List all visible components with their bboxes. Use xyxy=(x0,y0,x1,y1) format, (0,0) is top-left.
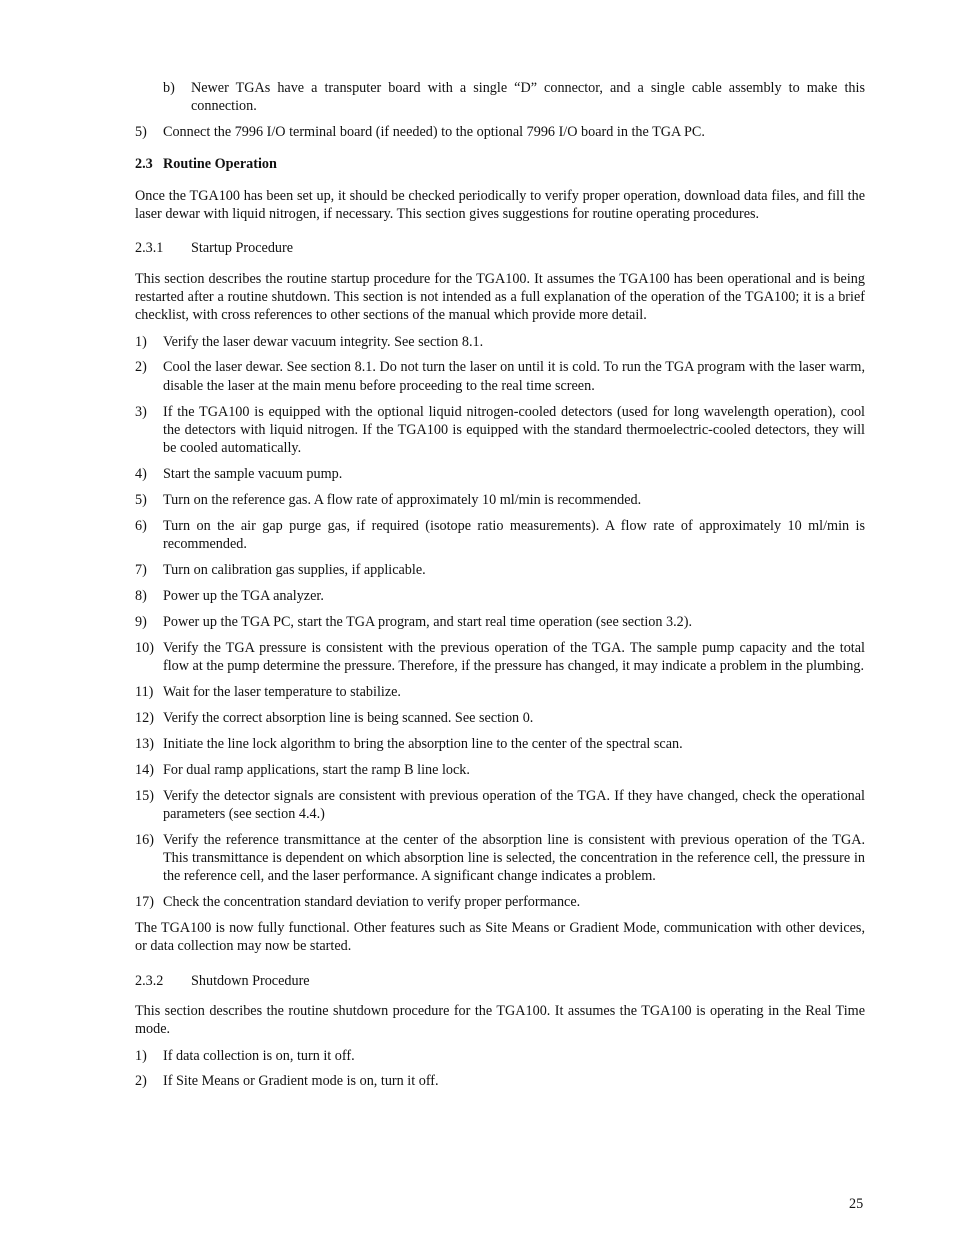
list-item-number: 14) xyxy=(135,761,154,778)
list-item-number: 1) xyxy=(135,1047,147,1064)
list-item-text: Turn on the reference gas. A flow rate of approximately 10 ml/min is recommended. xyxy=(163,492,642,509)
list-item-number: 8) xyxy=(135,587,147,604)
section-title: Routine Operation xyxy=(163,156,277,173)
list-item-number: 10) xyxy=(135,639,154,656)
section-heading-2-3-1 xyxy=(135,239,865,257)
list-item xyxy=(135,517,865,554)
list-item-text: Turn on calibration gas supplies, if applicable. xyxy=(163,562,426,579)
list-item-text: Wait for the laser temperature to stabilize. xyxy=(163,683,401,700)
section-intro-paragraph: Once the TGA100 has been set up, it should be checked periodically to verify proper operation, download data files, and fill the laser dewar with liquid nitrogen, if necessary. This section gives suggestions for routine operating procedures. xyxy=(135,187,865,223)
list-item-text: Connect the 7996 I/O terminal board (if needed) to the optional 7996 I/O board in the TGA PC. xyxy=(163,124,705,141)
list-item-text: If the TGA100 is equipped with the optional liquid nitrogen-cooled detectors (used for long wavelength operation), cool the detectors with liquid nitrogen. If the TGA100 is equipped with the standard thermoelectric-cooled detectors, they will be cooled automatically. xyxy=(163,403,865,457)
list-item-text: For dual ramp applications, start the ramp B line lock. xyxy=(163,761,470,778)
section-title: Shutdown Procedure xyxy=(191,972,310,989)
list-item-number: 6) xyxy=(135,517,147,534)
list-item xyxy=(135,1072,865,1090)
list-item-text: Power up the TGA PC, start the TGA program, and start real time operation (see section 3.2). xyxy=(163,613,693,630)
list-item-number: 5) xyxy=(135,124,147,141)
list-item-number: 4) xyxy=(135,466,147,483)
list-item xyxy=(135,1047,865,1065)
list-item xyxy=(135,123,865,141)
list-item xyxy=(135,561,865,579)
list-item xyxy=(135,358,865,395)
list-item-text: Power up the TGA analyzer. xyxy=(163,587,324,604)
list-item xyxy=(135,709,865,727)
list-item-text: Cool the laser dewar. See section 8.1. Do not turn the laser on until it is cold. To run the TGA program with the laser warm, disable the laser at the main menu before proceeding to the real time screen. xyxy=(163,359,865,394)
list-item-number: 3) xyxy=(135,403,147,420)
list-item-text: If data collection is on, turn it off. xyxy=(163,1047,355,1064)
list-item-number: 11) xyxy=(135,683,154,700)
list-item-number: 7) xyxy=(135,562,147,579)
list-item-number: 13) xyxy=(135,735,154,752)
document-page xyxy=(135,79,865,1098)
list-item-text: Verify the correct absorption line is being scanned. See section 0. xyxy=(163,709,534,726)
list-item xyxy=(135,587,865,605)
list-item xyxy=(135,831,865,886)
section-title: Startup Procedure xyxy=(191,240,294,257)
section-number: 2.3.2 xyxy=(135,972,164,989)
list-item-number: 9) xyxy=(135,613,147,630)
list-item-number: b) xyxy=(163,80,175,96)
list-item xyxy=(135,491,865,509)
page-number: 25 xyxy=(849,1196,864,1212)
list-item-text: If Site Means or Gradient mode is on, turn it off. xyxy=(163,1073,439,1090)
list-item xyxy=(135,683,865,701)
section-heading-2-3 xyxy=(135,155,865,173)
list-item-text: Verify the laser dewar vacuum integrity. See section 8.1. xyxy=(163,333,484,350)
startup-intro-paragraph: This section describes the routine startup procedure for the TGA100. It assumes the TGA100 has been operational and is being restarted after a routine shutdown. This section is not intended as a full explanation of the operation of the TGA100; it is a brief checklist, with cross references to other sections of the manual which provide more detail. xyxy=(135,270,865,324)
list-item xyxy=(135,465,865,483)
list-item-number: 1) xyxy=(135,333,147,350)
list-item-text: Verify the TGA pressure is consistent with the previous operation of the TGA. The sample pump capacity and the total flow at the pump determine the pressure. Therefore, if the pressure has changed, it may indicate a problem in the plumbing. xyxy=(163,639,865,675)
list-item xyxy=(135,787,865,824)
list-item-text: Verify the detector signals are consistent with previous operation of the TGA. If they have changed, check the operational parameters (see section 4.4.) xyxy=(163,787,865,822)
shutdown-steps-list xyxy=(135,1047,865,1091)
list-item-number: 15) xyxy=(135,787,154,804)
list-item-number: 2) xyxy=(135,1073,147,1090)
startup-steps-list xyxy=(135,333,865,912)
list-item-text: Initiate the line lock algorithm to bring the absorption line to the center of the spectral scan. xyxy=(163,735,683,752)
list-item-number: 17) xyxy=(135,894,154,911)
list-item-number: 2) xyxy=(135,359,147,376)
list-item-number: 16) xyxy=(135,831,154,848)
startup-closing-paragraph: The TGA100 is now fully functional. Other features such as Site Means or Gradient Mode, communication with other devices, or data collection may now be started. xyxy=(135,920,865,955)
list-item xyxy=(135,333,865,351)
list-item xyxy=(135,735,865,753)
list-item-text: Check the concentration standard deviation to verify proper performance. xyxy=(163,894,581,911)
section-number: 2.3 xyxy=(135,156,153,173)
shutdown-intro-paragraph: This section describes the routine shutdown procedure for the TGA100. It assumes the TGA100 is operating in the Real Time mode. xyxy=(135,1002,865,1038)
list-item-text: Start the sample vacuum pump. xyxy=(163,466,343,483)
list-item-number: 12) xyxy=(135,709,154,726)
list-item xyxy=(163,79,865,116)
list-item-number: 5) xyxy=(135,492,147,509)
section-heading-2-3-2 xyxy=(135,972,865,990)
list-item xyxy=(135,761,865,779)
list-item xyxy=(135,893,865,911)
list-item xyxy=(135,403,865,458)
list-item xyxy=(135,613,865,631)
section-number: 2.3.1 xyxy=(135,240,164,257)
list-item xyxy=(135,639,865,676)
list-item-text: Turn on the air gap purge gas, if required (isotope ratio measurements). A flow rate of approximately 10 ml/min is recommended. xyxy=(163,517,865,553)
list-item-text: Verify the reference transmittance at the center of the absorption line is consistent with previous operation of the TGA. This transmittance is dependent on which absorption line is selected, the concentration in the reference cell, the pressure in the reference cell, and the laser performance. A significant change indicates a problem. xyxy=(163,831,865,885)
list-item-text: Newer TGAs have a transputer board with a single “D” connector, and a single cable assembly to make this connection. xyxy=(191,80,865,115)
